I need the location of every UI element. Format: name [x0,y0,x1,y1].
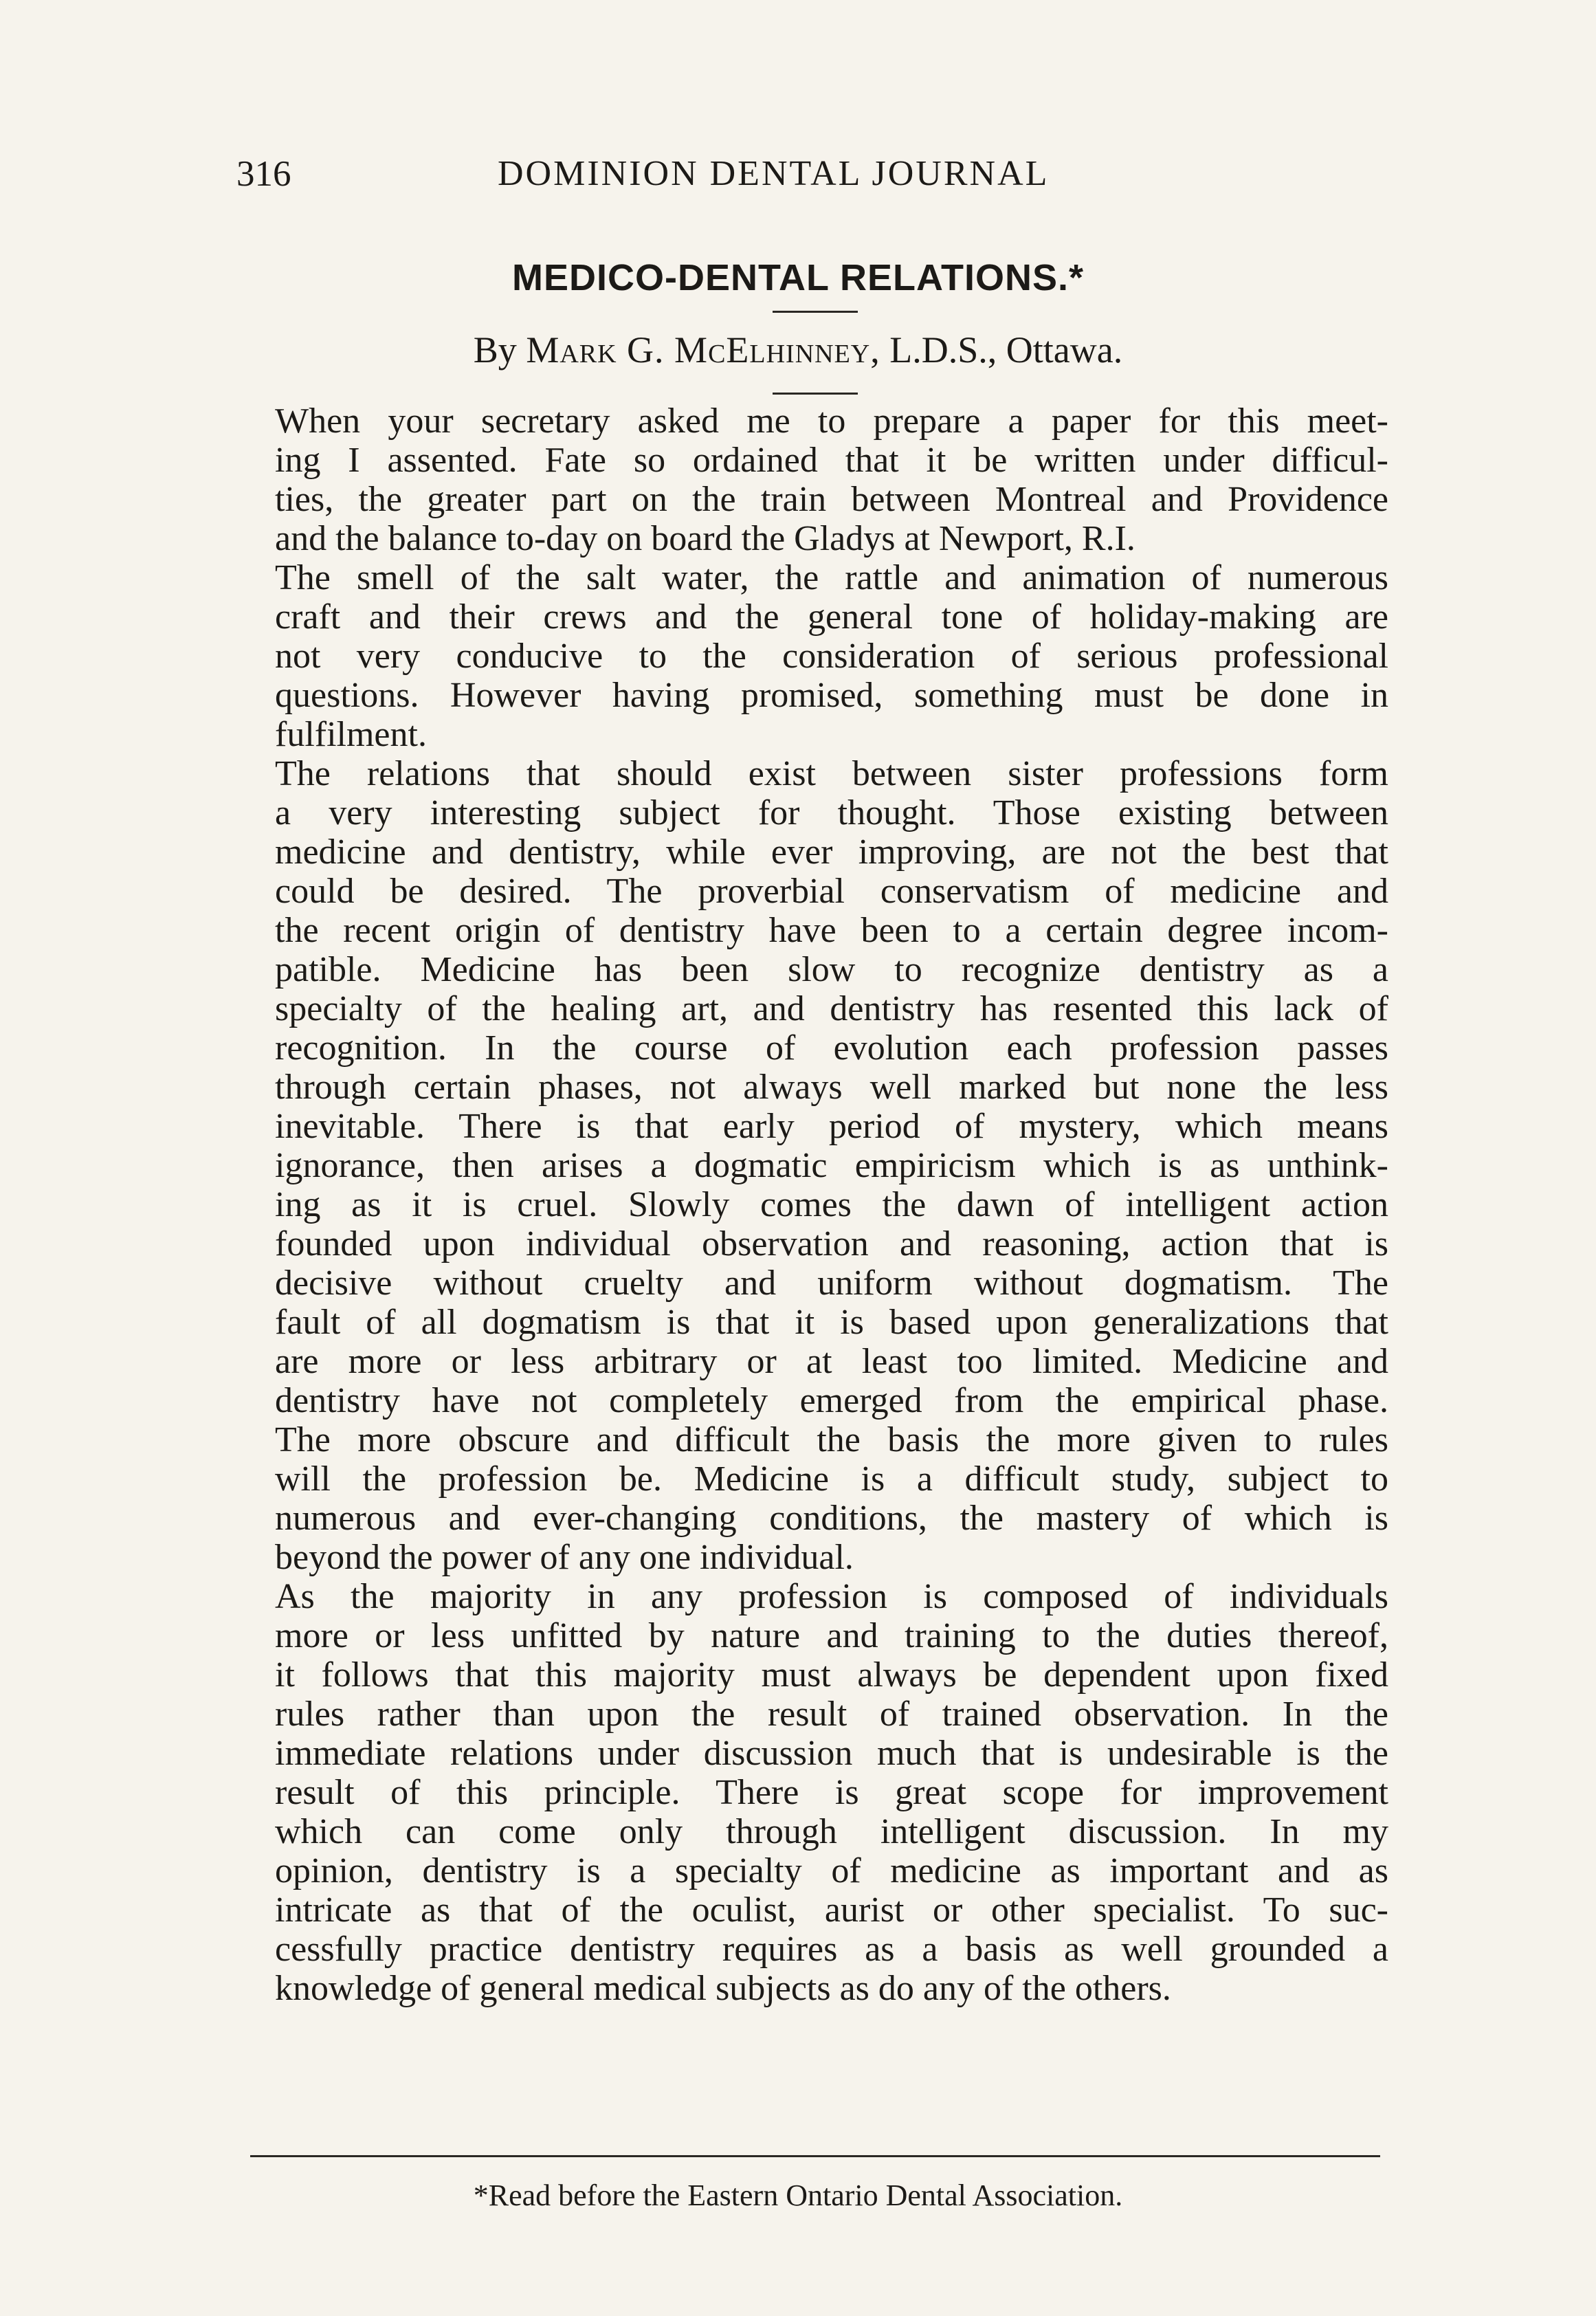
text-line: The relations that should exist between sister professions form [275,754,1388,793]
text-line: numerous and ever-changing conditions, the mastery of which is [275,1499,1388,1538]
text-line: medicine and dentistry, while ever improving, are not the best that [275,832,1388,872]
paragraph-3 [236,754,1388,1577]
text-line: a very interesting subject for thought. Those existing between [275,793,1388,832]
footnote: *Read before the Eastern Ontario Dental Association. [473,2179,1123,2212]
author-name: Mark G. McElhinney, [526,329,880,371]
footnote-divider [250,2155,1380,2157]
article-title: MEDICO-DENTAL RELATIONS.* [512,257,1084,298]
paragraph-2 [236,558,1388,754]
text-line: The more obscure and difficult the basis the more given to rules [275,1420,1388,1459]
running-head [236,150,1364,198]
paragraph-1 [236,401,1388,558]
text-line: craft and their crews and the general tone of holiday-making are [275,597,1388,637]
text-line: could be desired. The proverbial conservatism of medicine and [275,872,1388,911]
text-line: ing as it is cruel. Slowly comes the dawn of intelligent action [275,1185,1388,1224]
text-line: intricate as that of the oculist, aurist or other specialist. To suc- [275,1890,1388,1930]
byline-prefix: By [473,329,517,371]
text-line: dentistry have not completely emerged from the empirical phase. [275,1381,1388,1420]
journal-title: DOMINION DENTAL JOURNAL [498,154,1050,193]
text-line: The smell of the salt water, the rattle and animation of numerous [275,558,1388,597]
text-line: which can come only through intelligent discussion. In my [275,1812,1388,1851]
text-line: ties, the greater part on the train between Montreal and Providence [275,480,1388,519]
article-body [236,401,1388,2008]
byline [0,326,1596,374]
byline-divider [773,393,858,395]
text-line: the recent origin of dentistry have been to a certain degree incom- [275,911,1388,950]
text-line: not very conducive to the consideration of serious professional [275,637,1388,676]
text-line: recognition. In the course of evolution each profession passes [275,1028,1388,1068]
text-line: specialty of the healing art, and dentistry has resented this lack of [275,989,1388,1028]
text-line: beyond the power of any one individual. [275,1538,854,1577]
text-line: through certain phases, not always well marked but none the less [275,1068,1388,1107]
author-credentials: L.D.S., Ottawa. [889,329,1123,371]
text-line: result of this principle. There is great scope for improvement [275,1773,1388,1812]
title-divider [773,311,858,313]
text-line: As the majority in any profession is composed of individuals [275,1577,1388,1616]
page-number: 316 [236,154,291,194]
text-line: ignorance, then arises a dogmatic empiricism which is as unthink- [275,1146,1388,1185]
text-line: When your secretary asked me to prepare a paper for this meet- [275,401,1388,441]
text-line: will the profession be. Medicine is a difficult study, subject to [275,1459,1388,1499]
text-line: are more or less arbitrary or at least too limited. Medicine and [275,1342,1388,1381]
text-line: knowledge of general medical subjects as do any of the others. [275,1969,1171,2008]
text-line: patible. Medicine has been slow to recognize dentistry as a [275,950,1388,989]
text-line: opinion, dentistry is a specialty of medicine as important and as [275,1851,1388,1890]
text-line: immediate relations under discussion much that is undesirable is the [275,1734,1388,1773]
text-line: ing I assented. Fate so ordained that it be written under difficul- [275,441,1388,480]
text-line: rules rather than upon the result of trained observation. In the [275,1695,1388,1734]
text-line: founded upon individual observation and reasoning, action that is [275,1224,1388,1264]
text-line: more or less unfitted by nature and training to the duties thereof, [275,1616,1388,1655]
paragraph-4 [236,1577,1388,2008]
text-line: cessfully practice dentistry requires as a basis as well grounded a [275,1930,1388,1969]
text-line: and the balance to-day on board the Gladys at Newport, R.I. [275,519,1135,558]
text-line: decisive without cruelty and uniform without dogmatism. The [275,1264,1388,1303]
text-line: inevitable. There is that early period of mystery, which means [275,1107,1388,1146]
text-line: questions. However having promised, something must be done in [275,676,1388,715]
text-line: fault of all dogmatism is that it is based upon generalizations that [275,1303,1388,1342]
text-line: fulfilment. [275,715,427,754]
text-line: it follows that this majority must always be dependent upon fixed [275,1655,1388,1695]
